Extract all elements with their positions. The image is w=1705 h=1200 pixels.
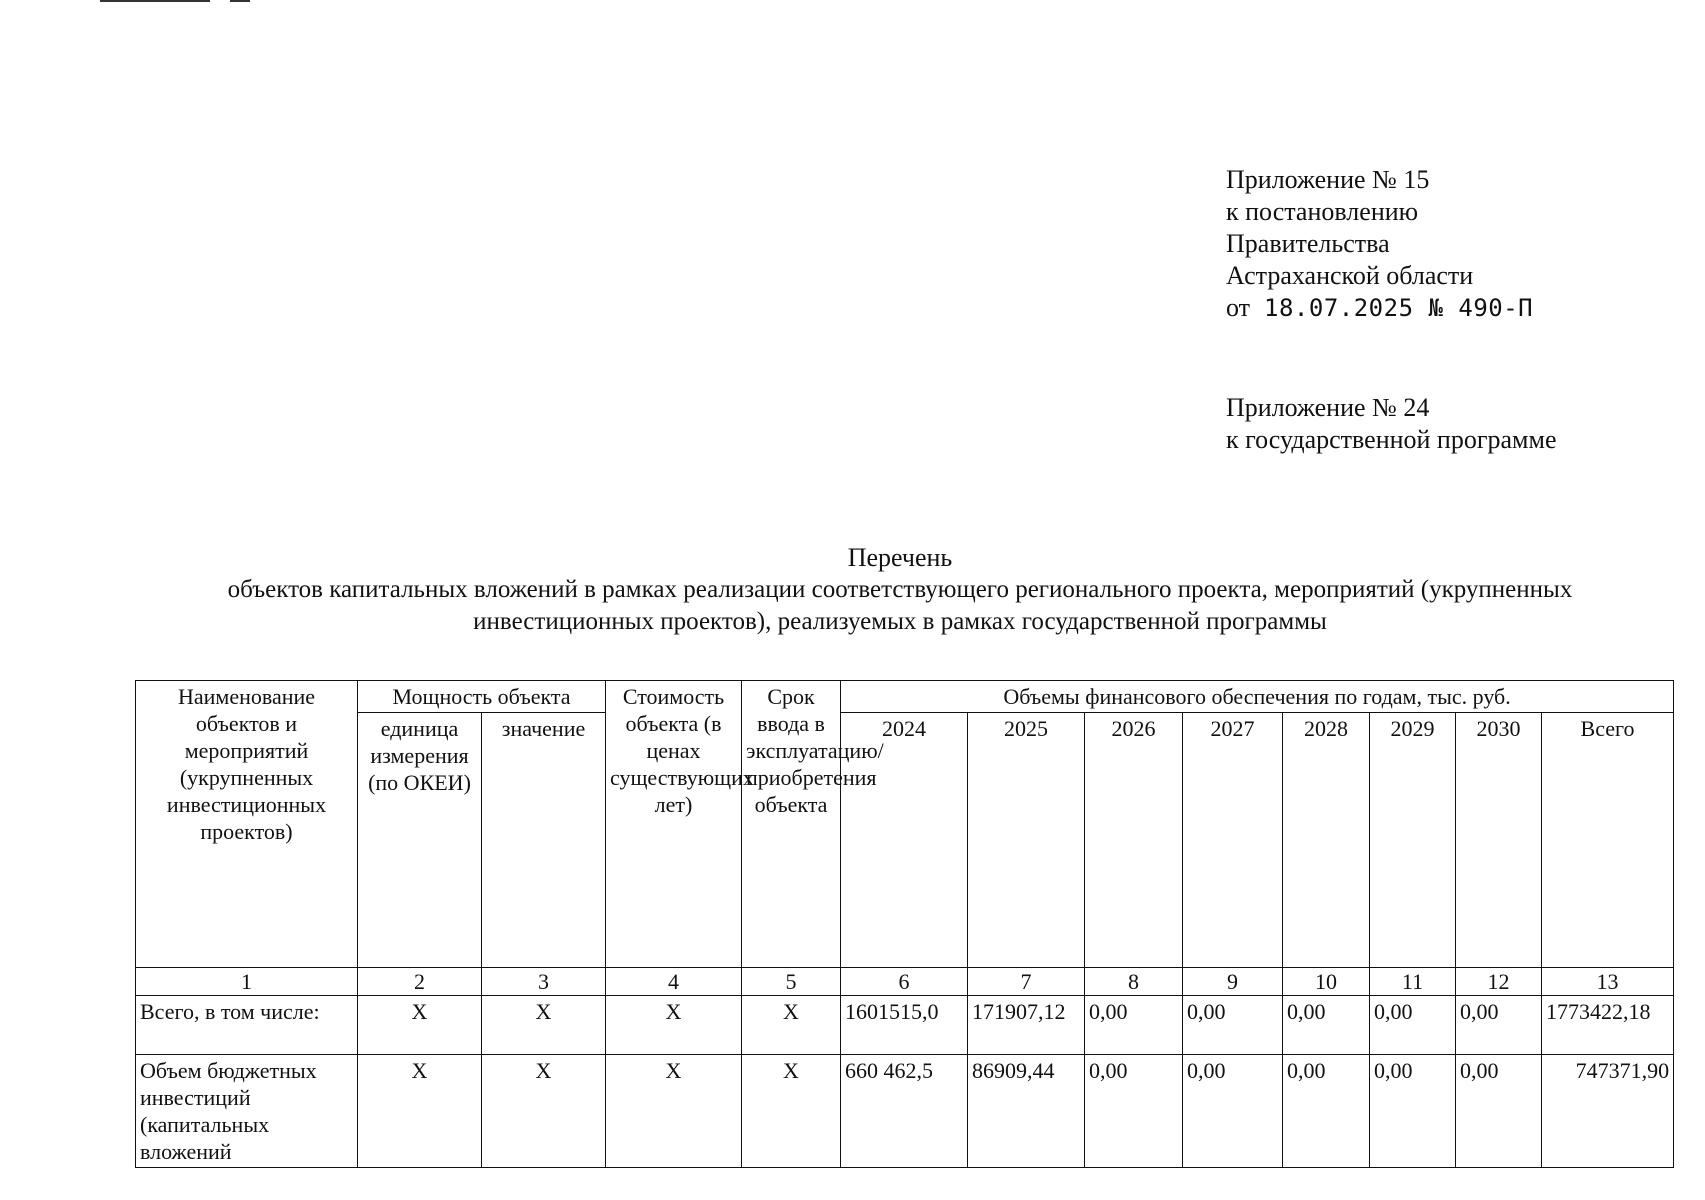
header-line: к постановлению [1226, 197, 1419, 226]
column-number: 9 [1183, 968, 1283, 996]
header-line: Приложение № 15 [1226, 165, 1430, 194]
row-unit: X [358, 996, 482, 1055]
title-line: инвестиционных проектов), реализуемых в рамках государственной программы [473, 608, 1327, 635]
column-number: 8 [1085, 968, 1183, 996]
row-2027: 0,00 [1183, 1055, 1283, 1168]
header-cell-year: 2026 [1085, 713, 1183, 968]
scan-artifact [100, 0, 250, 3]
header-date-line [1226, 292, 1533, 324]
header-cell-capacity: Мощность объекта [358, 681, 606, 713]
header-line: Астраханской области [1226, 261, 1474, 290]
row-value: X [482, 996, 606, 1055]
header-cell-term: Срок ввода в эксплуатацию/ приобретения объекта [742, 681, 841, 968]
column-number: 3 [482, 968, 606, 996]
header-date-prefix: от [1226, 293, 1251, 322]
header-cell-total: Всего [1542, 713, 1674, 968]
row-2025: 86909,44 [968, 1055, 1085, 1168]
table-row [136, 1055, 1674, 1168]
row-2028: 0,00 [1283, 1055, 1370, 1168]
title-line: объектов капитальных вложений в рамках реализации соответствующего регионального проекта, мероприятий (укрупненных [227, 576, 1573, 603]
table-row [136, 996, 1674, 1055]
row-2030: 0,00 [1456, 1055, 1542, 1168]
resolution-header [1226, 164, 1533, 324]
column-number: 2 [358, 968, 482, 996]
row-total: 1773422,18 [1542, 996, 1674, 1055]
row-name: Объем бюджетных инвестиций (капитальных вложений [136, 1055, 358, 1168]
row-2029: 0,00 [1370, 996, 1456, 1055]
row-2030: 0,00 [1456, 996, 1542, 1055]
row-2024: 660 462,5 [841, 1055, 968, 1168]
row-2029: 0,00 [1370, 1055, 1456, 1168]
header-cell-name: Наименование объектов и мероприятий (укрупненных инвестиционных проектов) [136, 681, 358, 968]
column-number: 4 [606, 968, 742, 996]
row-term: X [742, 996, 841, 1055]
column-number: 10 [1283, 968, 1370, 996]
document-title [120, 542, 1680, 638]
header-cell-year: 2030 [1456, 713, 1542, 968]
appendix-header [1226, 392, 1557, 456]
header-cell-year: 2028 [1283, 713, 1370, 968]
header-date-stamp: 18.07.2025 № 490-П [1264, 294, 1534, 322]
header-cell-year: 2027 [1183, 713, 1283, 968]
header-cell-funding: Объемы финансового обеспечения по годам, тыс. руб. [841, 681, 1674, 713]
column-number-row [136, 968, 1674, 996]
column-number: 6 [841, 968, 968, 996]
row-2026: 0,00 [1085, 996, 1183, 1055]
row-name: Всего, в том числе: [136, 996, 358, 1055]
appendix-line: к государственной программе [1226, 425, 1557, 454]
appendix-line: Приложение № 24 [1226, 393, 1430, 422]
column-number: 1 [136, 968, 358, 996]
row-2025: 171907,12 [968, 996, 1085, 1055]
row-unit: X [358, 1055, 482, 1168]
row-total: 747371,90 [1542, 1055, 1674, 1168]
header-cell-unit: единица измерения (по ОКЕИ) [358, 713, 482, 968]
capital-investment-table [135, 680, 1674, 1168]
row-cost: X [606, 1055, 742, 1168]
header-cell-value: значение [482, 713, 606, 968]
column-number: 11 [1370, 968, 1456, 996]
column-number: 5 [742, 968, 841, 996]
row-2027: 0,00 [1183, 996, 1283, 1055]
header-cell-year: 2024 [841, 713, 968, 968]
header-cell-year: 2025 [968, 713, 1085, 968]
header-cell-year: 2029 [1370, 713, 1456, 968]
column-number: 12 [1456, 968, 1542, 996]
column-number: 13 [1542, 968, 1674, 996]
column-number: 7 [968, 968, 1085, 996]
row-value: X [482, 1055, 606, 1168]
header-cell-cost: Стоимость объекта (в ценах существующих лет) [606, 681, 742, 968]
row-2028: 0,00 [1283, 996, 1370, 1055]
row-term: X [742, 1055, 841, 1168]
title-line: Перечень [847, 543, 953, 572]
row-cost: X [606, 996, 742, 1055]
header-line: Правительства [1226, 229, 1390, 258]
row-2026: 0,00 [1085, 1055, 1183, 1168]
row-2024: 1601515,0 [841, 996, 968, 1055]
